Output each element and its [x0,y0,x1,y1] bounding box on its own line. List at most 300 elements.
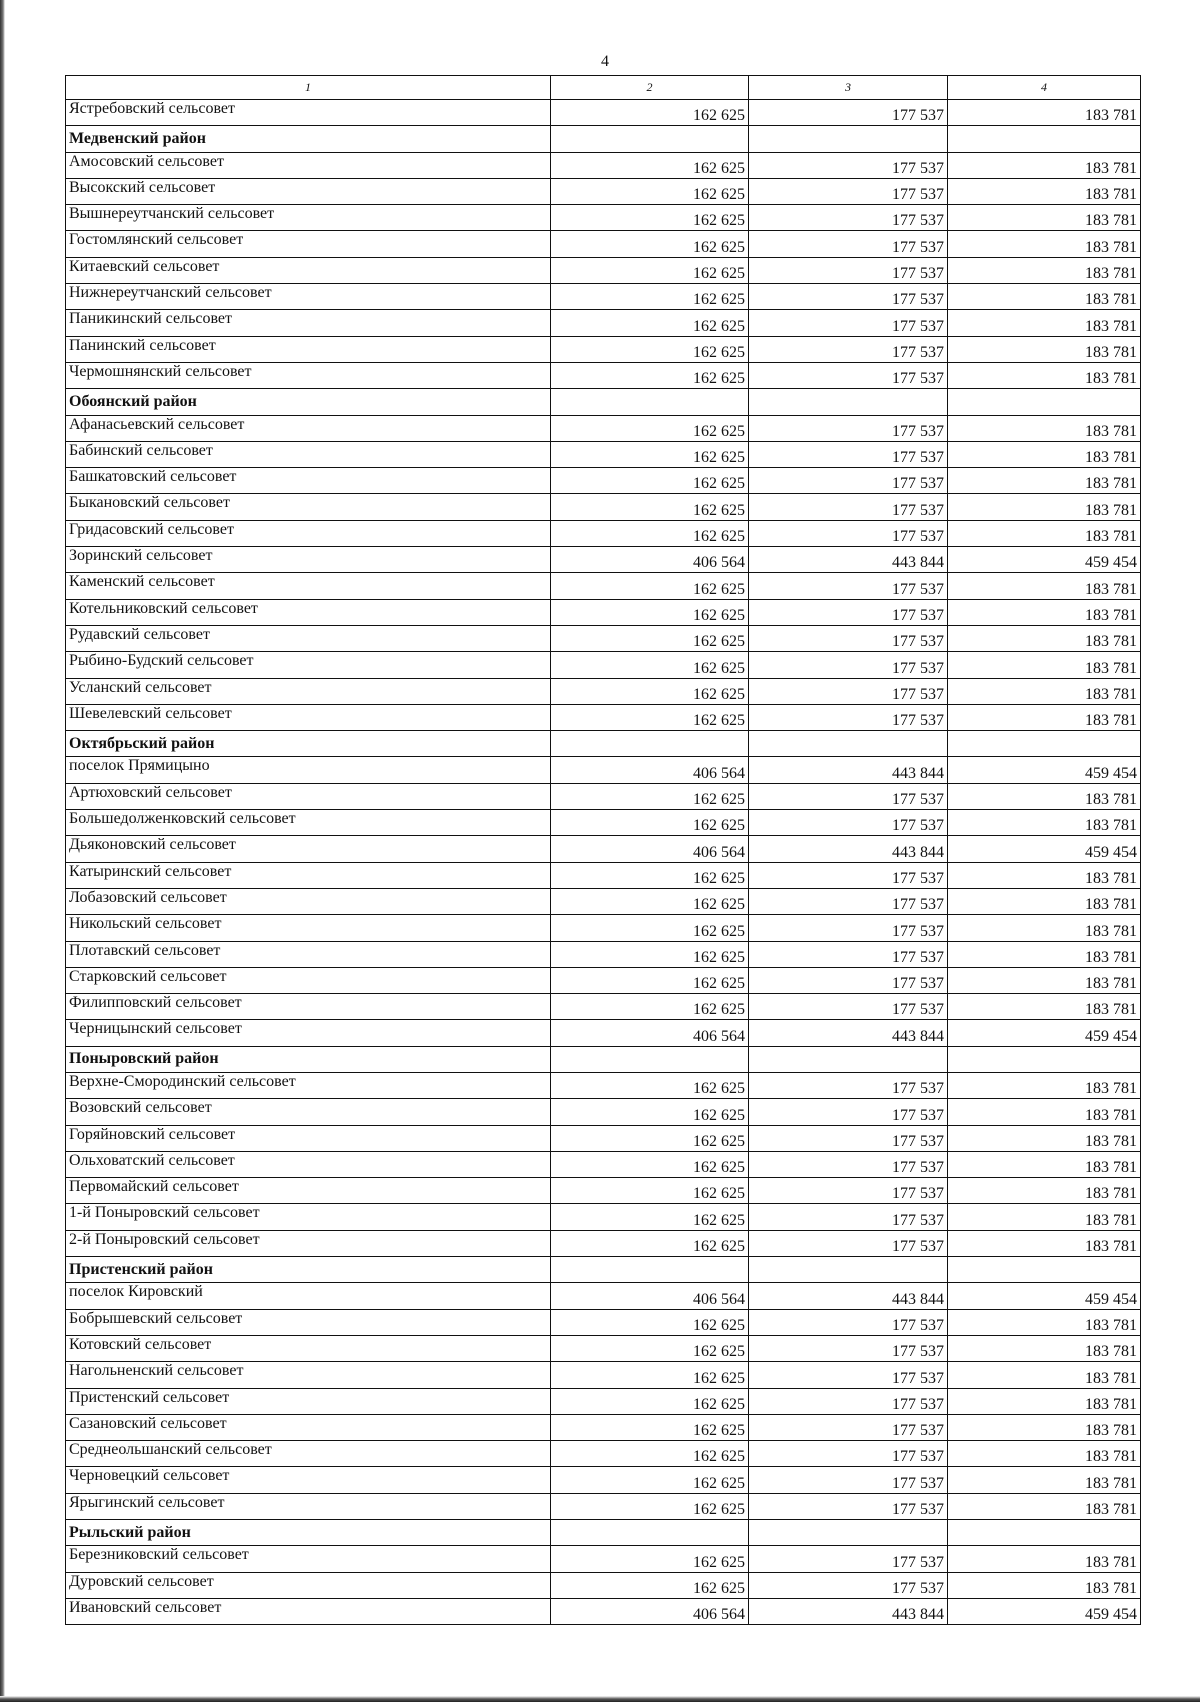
settlement-name: Сазановский сельсовет [66,1414,551,1440]
settlement-name: Панинский сельсовет [66,336,551,362]
scan-left-edge [0,0,5,1702]
value-cell-col4: 183 781 [948,152,1141,178]
table-row [66,205,1141,231]
settlement-name: Бабинский сельсовет [66,441,551,467]
district-header-row [66,731,1141,757]
value-cell-col2: 162 625 [551,1230,749,1256]
value-cell-col4: 183 781 [948,205,1141,231]
table-header-row [66,76,1141,100]
table-row [66,1072,1141,1098]
value-cell-col2: 162 625 [551,257,749,283]
settlement-name: Верхне-Смородинский сельсовет [66,1072,551,1098]
value-cell-col3: 177 537 [749,520,948,546]
value-cell-col3: 177 537 [749,1178,948,1204]
table-row [66,1467,1141,1493]
value-cell-col3: 177 537 [749,941,948,967]
table-row [66,1309,1141,1335]
value-cell-col2: 162 625 [551,862,749,888]
settlement-name: 2-й Поныровский сельсовет [66,1230,551,1256]
value-cell-col4: 183 781 [948,494,1141,520]
value-cell-col3: 443 844 [749,1020,948,1046]
value-cell-col3: 443 844 [749,836,948,862]
settlement-name: Усланский сельсовет [66,678,551,704]
value-cell-col4: 183 781 [948,441,1141,467]
value-cell-col3: 177 537 [749,1099,948,1125]
table-row [66,573,1141,599]
value-cell-col4: 459 454 [948,836,1141,862]
value-cell-col4: 183 781 [948,468,1141,494]
value-cell-col3: 177 537 [749,599,948,625]
value-cell-col3: 177 537 [749,257,948,283]
value-cell-col4 [948,389,1141,415]
settlement-name: Каменский сельсовет [66,573,551,599]
value-cell-col2: 162 625 [551,1151,749,1177]
value-cell-col3: 177 537 [749,678,948,704]
settlement-name: Быкановский сельсовет [66,494,551,520]
table-row [66,1441,1141,1467]
table-row [66,1335,1141,1361]
settlement-name: Рудавский сельсовет [66,625,551,651]
district-header-row [66,126,1141,152]
table-row [66,362,1141,388]
table-row [66,1230,1141,1256]
settlement-name: Шевелевский сельсовет [66,704,551,730]
value-cell-col2 [551,1046,749,1072]
page-number: 4 [601,53,609,70]
table-row [66,1362,1141,1388]
table-row [66,678,1141,704]
value-cell-col2: 162 625 [551,310,749,336]
value-cell-col3: 177 537 [749,1335,948,1361]
value-cell-col4: 459 454 [948,547,1141,573]
table-row [66,415,1141,441]
value-cell-col2: 162 625 [551,941,749,967]
settlement-name: Никольский сельсовет [66,915,551,941]
value-cell-col4: 183 781 [948,1335,1141,1361]
value-cell-col4: 183 781 [948,520,1141,546]
settlement-name: Артюховский сельсовет [66,783,551,809]
value-cell-col2: 162 625 [551,1388,749,1414]
value-cell-col3 [749,1520,948,1546]
value-cell-col3: 177 537 [749,1493,948,1519]
value-cell-col4: 183 781 [948,1204,1141,1230]
table-row [66,1493,1141,1519]
value-cell-col2: 162 625 [551,494,749,520]
settlement-name: Среднеольшанский сельсовет [66,1441,551,1467]
value-cell-col4 [948,126,1141,152]
value-cell-col2 [551,1520,749,1546]
value-cell-col2 [551,1257,749,1283]
settlement-name: Лобазовский сельсовет [66,888,551,914]
value-cell-col4: 459 454 [948,1020,1141,1046]
value-cell-col2 [551,126,749,152]
table-row [66,810,1141,836]
value-cell-col4: 183 781 [948,625,1141,651]
value-cell-col3: 177 537 [749,1467,948,1493]
value-cell-col4: 183 781 [948,100,1141,126]
district-header-row [66,1257,1141,1283]
value-cell-col3: 177 537 [749,100,948,126]
table-row [66,231,1141,257]
value-cell-col3: 443 844 [749,1598,948,1624]
value-cell-col2: 162 625 [551,1099,749,1125]
table-row [66,599,1141,625]
table-row [66,1546,1141,1572]
value-cell-col4: 459 454 [948,1598,1141,1624]
value-cell-col4: 183 781 [948,573,1141,599]
value-cell-col4: 183 781 [948,967,1141,993]
value-cell-col3: 177 537 [749,1362,948,1388]
value-cell-col4: 183 781 [948,1099,1141,1125]
table-row [66,441,1141,467]
value-cell-col2: 162 625 [551,678,749,704]
settlement-name: Старковский сельсовет [66,967,551,993]
value-cell-col4: 183 781 [948,1467,1141,1493]
table-row [66,520,1141,546]
value-cell-col2: 162 625 [551,1178,749,1204]
value-cell-col4: 183 781 [948,1362,1141,1388]
table-row [66,704,1141,730]
table-row [66,1283,1141,1309]
value-cell-col3 [749,1046,948,1072]
settlement-name: Березниковский сельсовет [66,1546,551,1572]
table-row [66,1204,1141,1230]
settlement-name: Первомайский сельсовет [66,1178,551,1204]
settlement-name: Ястребовский сельсовет [66,100,551,126]
value-cell-col2: 162 625 [551,1441,749,1467]
value-cell-col3: 177 537 [749,152,948,178]
value-cell-col4: 183 781 [948,941,1141,967]
district-header-row [66,1520,1141,1546]
settlement-name: Высокский сельсовет [66,178,551,204]
table-row [66,1598,1141,1624]
value-cell-col2: 162 625 [551,520,749,546]
value-cell-col2: 162 625 [551,810,749,836]
table-row [66,547,1141,573]
value-cell-col2: 162 625 [551,100,749,126]
value-cell-col2: 162 625 [551,994,749,1020]
table-row [66,967,1141,993]
value-cell-col2: 162 625 [551,441,749,467]
district-name: Медвенский район [66,126,551,152]
value-cell-col4: 183 781 [948,1414,1141,1440]
settlement-name: Афанасьевский сельсовет [66,415,551,441]
value-cell-col2: 162 625 [551,1572,749,1598]
table-row [66,783,1141,809]
value-cell-col2: 162 625 [551,1414,749,1440]
value-cell-col3: 177 537 [749,468,948,494]
value-cell-col3: 177 537 [749,1125,948,1151]
value-cell-col3: 177 537 [749,1151,948,1177]
table-row [66,310,1141,336]
settlement-name: Большедолженковский сельсовет [66,810,551,836]
value-cell-col4: 183 781 [948,888,1141,914]
value-cell-col2: 406 564 [551,1020,749,1046]
settlement-name: 1-й Поныровский сельсовет [66,1204,551,1230]
settlement-name: Башкатовский сельсовет [66,468,551,494]
settlement-name: Черновецкий сельсовет [66,1467,551,1493]
value-cell-col4: 183 781 [948,362,1141,388]
value-cell-col3: 177 537 [749,862,948,888]
district-header-row [66,1046,1141,1072]
value-cell-col3 [749,389,948,415]
value-cell-col3: 177 537 [749,494,948,520]
table-row [66,284,1141,310]
value-cell-col3: 177 537 [749,1230,948,1256]
value-cell-col2: 162 625 [551,205,749,231]
settlement-name: Амосовский сельсовет [66,152,551,178]
value-cell-col4: 183 781 [948,310,1141,336]
value-cell-col4: 183 781 [948,178,1141,204]
value-cell-col2: 162 625 [551,284,749,310]
value-cell-col2: 162 625 [551,1493,749,1519]
value-cell-col3: 177 537 [749,915,948,941]
value-cell-col2: 162 625 [551,573,749,599]
value-cell-col4 [948,1046,1141,1072]
value-cell-col2: 162 625 [551,652,749,678]
table-row [66,888,1141,914]
value-cell-col3: 177 537 [749,1204,948,1230]
settlement-name: Зоринский сельсовет [66,547,551,573]
settlement-name: Горяйновский сельсовет [66,1125,551,1151]
value-cell-col3: 177 537 [749,1441,948,1467]
scan-bottom-edge [0,1696,1200,1702]
value-cell-col4: 183 781 [948,862,1141,888]
settlement-name: Паникинский сельсовет [66,310,551,336]
district-name: Обоянский район [66,389,551,415]
value-cell-col2: 162 625 [551,599,749,625]
table-row [66,468,1141,494]
value-cell-col2: 162 625 [551,783,749,809]
table-row [66,757,1141,783]
settlement-name: Плотавский сельсовет [66,941,551,967]
table-row [66,994,1141,1020]
table-body [66,76,1141,1625]
value-cell-col4: 183 781 [948,599,1141,625]
value-cell-col3: 177 537 [749,967,948,993]
value-cell-col2: 406 564 [551,836,749,862]
settlement-name: Ольховатский сельсовет [66,1151,551,1177]
value-cell-col4: 183 781 [948,994,1141,1020]
value-cell-col4: 183 781 [948,1230,1141,1256]
value-cell-col2: 162 625 [551,915,749,941]
value-cell-col4 [948,1520,1141,1546]
value-cell-col3: 443 844 [749,757,948,783]
table-row [66,1151,1141,1177]
value-cell-col4: 183 781 [948,783,1141,809]
value-cell-col4: 183 781 [948,810,1141,836]
table-row [66,1388,1141,1414]
value-cell-col3 [749,1257,948,1283]
value-cell-col3: 177 537 [749,415,948,441]
value-cell-col3: 177 537 [749,652,948,678]
value-cell-col2: 162 625 [551,178,749,204]
table-row [66,1020,1141,1046]
settlement-name: Черницынский сельсовет [66,1020,551,1046]
settlement-name: Вышнереутчанский сельсовет [66,205,551,231]
value-cell-col3: 177 537 [749,1546,948,1572]
value-cell-col3: 177 537 [749,1414,948,1440]
value-cell-col3 [749,126,948,152]
value-cell-col4: 183 781 [948,1493,1141,1519]
value-cell-col2: 162 625 [551,1204,749,1230]
table-row [66,494,1141,520]
value-cell-col4: 183 781 [948,257,1141,283]
table-row [66,1572,1141,1598]
table-row [66,862,1141,888]
settlement-name: Китаевский сельсовет [66,257,551,283]
value-cell-col2: 162 625 [551,1125,749,1151]
value-cell-col3: 177 537 [749,1388,948,1414]
settlement-name: Ивановский сельсовет [66,1598,551,1624]
settlement-name: Чермошнянский сельсовет [66,362,551,388]
value-cell-col2: 162 625 [551,1362,749,1388]
value-cell-col3: 177 537 [749,1572,948,1598]
value-cell-col4: 459 454 [948,1283,1141,1309]
value-cell-col3: 177 537 [749,362,948,388]
value-cell-col3 [749,731,948,757]
table-row [66,178,1141,204]
value-cell-col4: 183 781 [948,1125,1141,1151]
table-row [66,652,1141,678]
value-cell-col4: 183 781 [948,678,1141,704]
settlement-name: Дуровский сельсовет [66,1572,551,1598]
value-cell-col3: 177 537 [749,573,948,599]
value-cell-col4: 183 781 [948,652,1141,678]
value-cell-col2: 162 625 [551,1072,749,1098]
district-header-row [66,389,1141,415]
settlement-name: Возовский сельсовет [66,1099,551,1125]
value-cell-col4: 183 781 [948,284,1141,310]
value-cell-col4: 183 781 [948,1441,1141,1467]
value-cell-col4: 183 781 [948,1309,1141,1335]
value-cell-col4: 183 781 [948,415,1141,441]
value-cell-col2: 162 625 [551,1546,749,1572]
settlement-name: Пристенский сельсовет [66,1388,551,1414]
value-cell-col4: 183 781 [948,1572,1141,1598]
table-row [66,100,1141,126]
value-cell-col3: 177 537 [749,441,948,467]
column-header: 1 [66,76,551,100]
value-cell-col4: 183 781 [948,915,1141,941]
column-header: 2 [551,76,749,100]
value-cell-col4: 183 781 [948,1388,1141,1414]
settlement-name: Катыринский сельсовет [66,862,551,888]
settlement-name: Котельниковский сельсовет [66,599,551,625]
settlement-name: Котовский сельсовет [66,1335,551,1361]
value-cell-col2: 406 564 [551,1283,749,1309]
district-name: Пристенский район [66,1257,551,1283]
district-name: Октябрьский район [66,731,551,757]
value-cell-col2: 162 625 [551,1309,749,1335]
settlement-name: Бобрышевский сельсовет [66,1309,551,1335]
value-cell-col4: 183 781 [948,1178,1141,1204]
settlement-name: Нижнереутчанский сельсовет [66,284,551,310]
table-row [66,257,1141,283]
settlement-name: Ярыгинский сельсовет [66,1493,551,1519]
value-cell-col2: 162 625 [551,468,749,494]
district-name: Рыльский район [66,1520,551,1546]
column-header: 4 [948,76,1141,100]
table-row [66,836,1141,862]
value-cell-col4: 183 781 [948,1072,1141,1098]
column-header: 3 [749,76,948,100]
value-cell-col4: 183 781 [948,1151,1141,1177]
value-cell-col2: 162 625 [551,1335,749,1361]
table-row [66,941,1141,967]
value-cell-col4: 183 781 [948,336,1141,362]
settlement-name: поселок Кировский [66,1283,551,1309]
value-cell-col3: 177 537 [749,783,948,809]
value-cell-col3: 443 844 [749,1283,948,1309]
settlement-name: Гридасовский сельсовет [66,520,551,546]
district-name: Поныровский район [66,1046,551,1072]
value-cell-col2: 406 564 [551,1598,749,1624]
value-cell-col2: 162 625 [551,362,749,388]
value-cell-col2 [551,389,749,415]
data-table [65,75,1141,1625]
value-cell-col3: 177 537 [749,994,948,1020]
value-cell-col2: 162 625 [551,231,749,257]
value-cell-col2: 162 625 [551,336,749,362]
table-row [66,336,1141,362]
value-cell-col2: 162 625 [551,152,749,178]
settlement-name: Нагольненский сельсовет [66,1362,551,1388]
settlement-name: Дьяконовский сельсовет [66,836,551,862]
settlement-name: Гостомлянский сельсовет [66,231,551,257]
value-cell-col2: 162 625 [551,967,749,993]
value-cell-col2: 162 625 [551,625,749,651]
value-cell-col3: 177 537 [749,205,948,231]
table-row [66,1414,1141,1440]
value-cell-col4: 459 454 [948,757,1141,783]
value-cell-col2: 406 564 [551,757,749,783]
value-cell-col3: 177 537 [749,231,948,257]
value-cell-col2: 162 625 [551,888,749,914]
value-cell-col2 [551,731,749,757]
value-cell-col3: 177 537 [749,625,948,651]
table-row [66,915,1141,941]
value-cell-col3: 177 537 [749,336,948,362]
value-cell-col3: 177 537 [749,1309,948,1335]
table-row [66,1099,1141,1125]
value-cell-col3: 177 537 [749,888,948,914]
table-row [66,625,1141,651]
value-cell-col3: 177 537 [749,310,948,336]
value-cell-col2: 162 625 [551,1467,749,1493]
settlement-name: Филипповский сельсовет [66,994,551,1020]
value-cell-col4: 183 781 [948,1546,1141,1572]
value-cell-col3: 177 537 [749,810,948,836]
value-cell-col3: 177 537 [749,284,948,310]
value-cell-col3: 177 537 [749,704,948,730]
value-cell-col4 [948,1257,1141,1283]
table-row [66,152,1141,178]
value-cell-col4 [948,731,1141,757]
value-cell-col3: 177 537 [749,178,948,204]
value-cell-col2: 406 564 [551,547,749,573]
value-cell-col2: 162 625 [551,415,749,441]
settlement-name: Рыбино-Будский сельсовет [66,652,551,678]
value-cell-col3: 443 844 [749,547,948,573]
table-row [66,1178,1141,1204]
value-cell-col2: 162 625 [551,704,749,730]
value-cell-col3: 177 537 [749,1072,948,1098]
table-row [66,1125,1141,1151]
value-cell-col4: 183 781 [948,704,1141,730]
value-cell-col4: 183 781 [948,231,1141,257]
settlement-name: поселок Прямицыно [66,757,551,783]
